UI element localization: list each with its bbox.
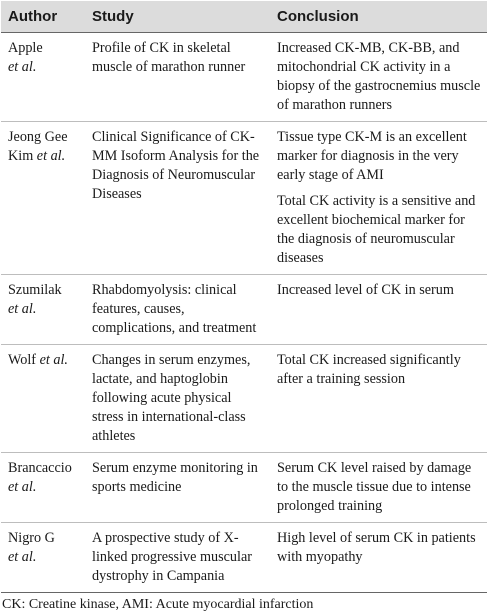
conclusion-cell <box>270 33 487 122</box>
conclusion-text: Increased CK-MB, CK-BB, and mitochondrial CK activity in a biopsy of the gastrocnemius muscle of marathon runners <box>277 40 481 113</box>
author-cell <box>1 345 85 453</box>
header-author: Author <box>1 1 85 33</box>
table-row <box>1 345 487 453</box>
header-conclusion: Conclusion <box>270 1 487 33</box>
header-study: Study <box>85 1 270 33</box>
author-cell <box>1 275 85 345</box>
author-suffix: et al. <box>36 148 66 164</box>
author-cell <box>1 33 85 122</box>
table-body <box>1 33 487 593</box>
study-cell: Serum enzyme monitoring in sports medicine <box>85 453 270 523</box>
author-suffix: et al. <box>8 59 37 75</box>
conclusion-cell <box>270 122 487 275</box>
author-suffix: et al. <box>8 301 37 317</box>
author-name: Wolf <box>8 352 37 368</box>
table-row <box>1 275 487 345</box>
author-suffix: et al. <box>8 479 37 495</box>
studies-table <box>1 1 487 593</box>
conclusion-text: Total CK increased significantly after a training session <box>277 352 461 387</box>
study-cell: Clinical Significance of CK-MM Isoform Analysis for the Diagnosis of Neuromuscular Diseases <box>85 122 270 275</box>
study-cell: Profile of CK in skeletal muscle of marathon runner <box>85 33 270 122</box>
author-name: Jeong Gee Kim <box>8 129 68 164</box>
table-row <box>1 453 487 523</box>
conclusion-text: Serum CK level raised by damage to the muscle tissue due to intense prolonged training <box>277 460 472 514</box>
study-cell: Changes in serum enzymes, lactate, and haptoglobin following acute physical stress in international-class athletes <box>85 345 270 453</box>
table-row <box>1 122 487 275</box>
author-cell <box>1 453 85 523</box>
conclusion-text: Tissue type CK-M is an excellent marker for diagnosis in the very early stage of AMI <box>277 129 467 183</box>
table-row <box>1 523 487 593</box>
table-row <box>1 33 487 122</box>
header-row <box>1 1 487 33</box>
conclusion-cell <box>270 453 487 523</box>
author-suffix: et al. <box>8 549 37 565</box>
table-footnote: CK: Creatine kinase, AMI: Acute myocardial infarction <box>2 597 314 612</box>
conclusion-text: High level of serum CK in patients with myopathy <box>277 530 476 565</box>
study-cell: Rhabdomyolysis: clinical features, causes, complications, and treatment <box>85 275 270 345</box>
document-page <box>0 1 488 612</box>
author-name: Apple <box>8 40 43 56</box>
author-name: Szumilak <box>8 282 62 298</box>
author-name: Nigro G <box>8 530 55 546</box>
table-header <box>1 1 487 33</box>
conclusion-cell <box>270 345 487 453</box>
author-name: Brancaccio <box>8 460 72 476</box>
author-cell <box>1 122 85 275</box>
conclusion-cell <box>270 275 487 345</box>
study-cell: A prospective study of X-linked progressive muscular dystrophy in Campania <box>85 523 270 593</box>
author-cell <box>1 523 85 593</box>
conclusion-text: Total CK activity is a sensitive and excellent biochemical marker for the diagnosis of neuromuscular diseases <box>277 193 476 266</box>
conclusion-cell <box>270 523 487 593</box>
conclusion-text: Increased level of CK in serum <box>277 282 454 298</box>
author-suffix: et al. <box>39 352 68 368</box>
